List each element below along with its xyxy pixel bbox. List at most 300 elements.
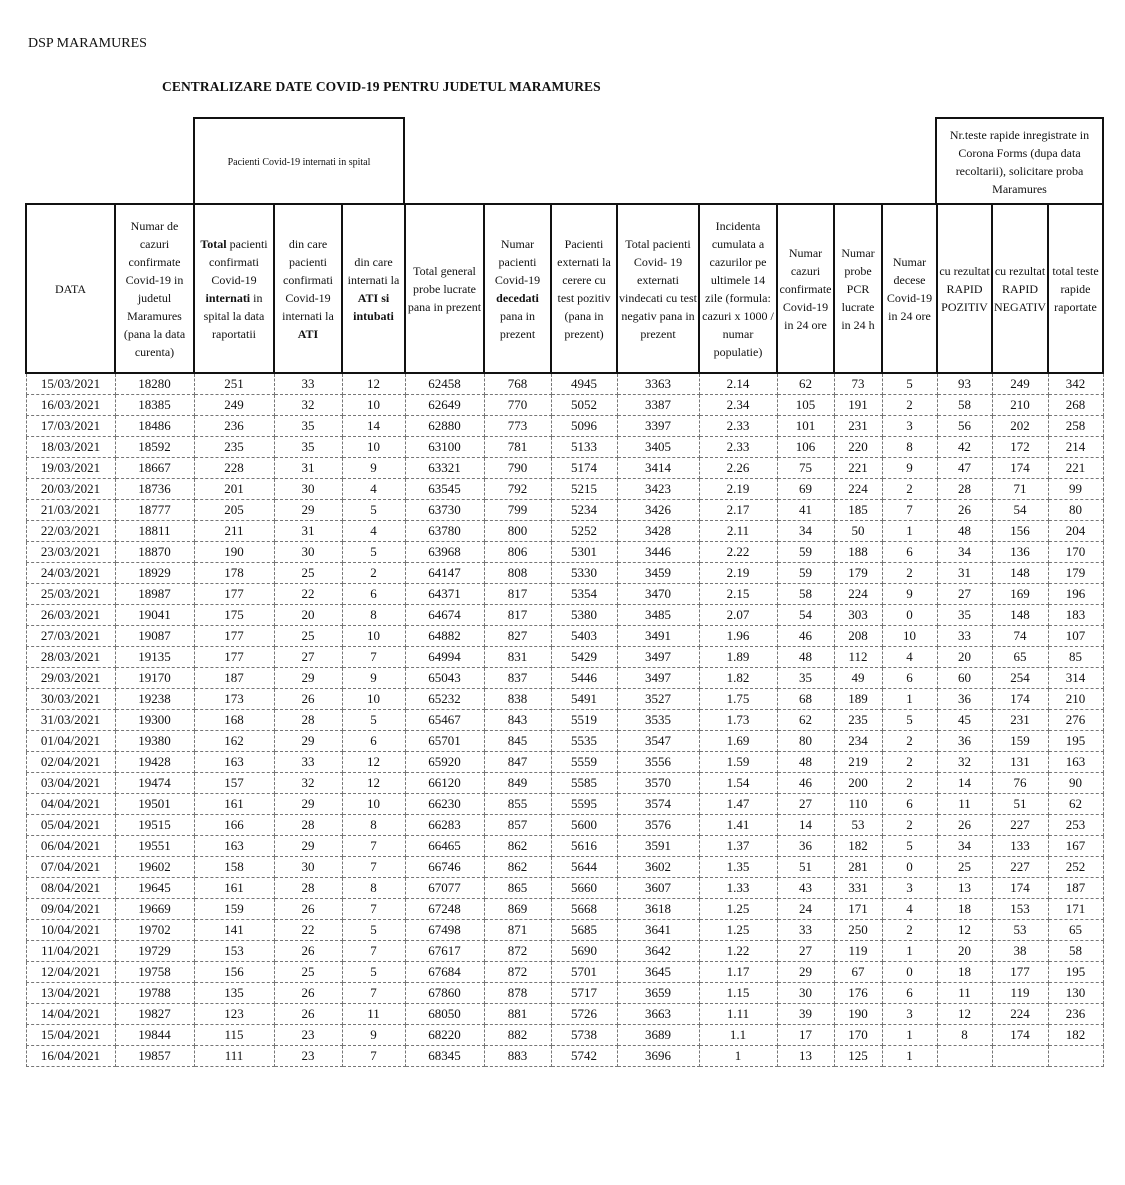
value-cell: 5660 <box>551 878 617 899</box>
value-cell: 66120 <box>405 773 484 794</box>
date-cell: 09/04/2021 <box>26 899 115 920</box>
value-cell: 47 <box>937 458 992 479</box>
value-cell: 202 <box>992 416 1048 437</box>
value-cell: 75 <box>777 458 834 479</box>
value-cell: 63730 <box>405 500 484 521</box>
value-cell: 29 <box>274 731 342 752</box>
value-cell: 62 <box>777 710 834 731</box>
table-row <box>26 437 1103 458</box>
value-cell: 872 <box>484 962 551 983</box>
value-cell: 1.59 <box>699 752 777 773</box>
value-cell: 869 <box>484 899 551 920</box>
value-cell: 5600 <box>551 815 617 836</box>
value-cell: 65 <box>1048 920 1103 941</box>
value-cell: 65701 <box>405 731 484 752</box>
value-cell: 1.96 <box>699 626 777 647</box>
value-cell: 8 <box>342 815 405 836</box>
value-cell: 5 <box>882 373 937 395</box>
value-cell: 2.17 <box>699 500 777 521</box>
value-cell: 36 <box>777 836 834 857</box>
table-row <box>26 1046 1103 1067</box>
value-cell: 48 <box>777 752 834 773</box>
value-cell: 35 <box>937 605 992 626</box>
column-header <box>551 204 617 373</box>
value-cell: 5 <box>342 920 405 941</box>
value-cell: 6 <box>882 542 937 563</box>
value-cell: 19087 <box>115 626 194 647</box>
value-cell: 827 <box>484 626 551 647</box>
table-row <box>26 458 1103 479</box>
value-cell: 2.07 <box>699 605 777 626</box>
value-cell: 158 <box>194 857 274 878</box>
value-cell: 837 <box>484 668 551 689</box>
value-cell: 19551 <box>115 836 194 857</box>
value-cell: 19135 <box>115 647 194 668</box>
value-cell: 161 <box>194 878 274 899</box>
value-cell: 1.15 <box>699 983 777 1004</box>
table-row <box>26 815 1103 836</box>
value-cell: 3485 <box>617 605 699 626</box>
value-cell: 5429 <box>551 647 617 668</box>
value-cell: 2.22 <box>699 542 777 563</box>
table-row <box>26 479 1103 500</box>
table-row <box>26 373 1103 395</box>
value-cell: 174 <box>992 689 1048 710</box>
value-cell: 31 <box>274 521 342 542</box>
value-cell: 3497 <box>617 668 699 689</box>
value-cell: 67248 <box>405 899 484 920</box>
value-cell: 18987 <box>115 584 194 605</box>
value-cell: 12 <box>937 920 992 941</box>
value-cell: 177 <box>992 962 1048 983</box>
value-cell: 63100 <box>405 437 484 458</box>
value-cell: 219 <box>834 752 882 773</box>
date-cell: 28/03/2021 <box>26 647 115 668</box>
value-cell: 188 <box>834 542 882 563</box>
value-cell: 7 <box>342 857 405 878</box>
value-cell: 51 <box>777 857 834 878</box>
value-cell: 19702 <box>115 920 194 941</box>
value-cell: 4 <box>882 899 937 920</box>
column-header-text: ATI si intubati <box>353 290 394 323</box>
value-cell: 65 <box>992 647 1048 668</box>
column-header-text: internati <box>205 290 251 305</box>
value-cell: 18777 <box>115 500 194 521</box>
column-header <box>992 204 1048 373</box>
value-cell: 249 <box>194 395 274 416</box>
value-cell: 49 <box>834 668 882 689</box>
value-cell: 268 <box>1048 395 1103 416</box>
value-cell: 68050 <box>405 1004 484 1025</box>
table-row <box>26 941 1103 962</box>
value-cell: 182 <box>834 836 882 857</box>
value-cell: 2.26 <box>699 458 777 479</box>
value-cell: 19041 <box>115 605 194 626</box>
value-cell: 871 <box>484 920 551 941</box>
value-cell: 331 <box>834 878 882 899</box>
value-cell: 27 <box>937 584 992 605</box>
value-cell: 19515 <box>115 815 194 836</box>
value-cell: 68345 <box>405 1046 484 1067</box>
value-cell: 26 <box>274 899 342 920</box>
value-cell: 5 <box>342 710 405 731</box>
organization-name: DSP MARAMURES <box>28 36 147 51</box>
value-cell: 8 <box>882 437 937 458</box>
value-cell: 130 <box>1048 983 1103 1004</box>
column-header-text: Total general probe lucrate pana in prezent <box>407 263 482 314</box>
column-header-text: din care internati la <box>347 254 400 287</box>
value-cell: 19857 <box>115 1046 194 1067</box>
column-header <box>194 204 274 373</box>
value-cell: 17 <box>777 1025 834 1046</box>
value-cell: 19170 <box>115 668 194 689</box>
value-cell: 224 <box>834 584 882 605</box>
value-cell: 5174 <box>551 458 617 479</box>
value-cell: 10 <box>882 626 937 647</box>
value-cell: 182 <box>1048 1025 1103 1046</box>
value-cell: 62 <box>1048 794 1103 815</box>
table-header-row <box>26 204 1103 373</box>
value-cell: 33 <box>274 373 342 395</box>
table-row <box>26 626 1103 647</box>
value-cell: 18 <box>937 962 992 983</box>
value-cell: 5252 <box>551 521 617 542</box>
table-row <box>26 647 1103 668</box>
value-cell: 1.22 <box>699 941 777 962</box>
value-cell: 18929 <box>115 563 194 584</box>
value-cell: 90 <box>1048 773 1103 794</box>
value-cell: 2 <box>342 563 405 584</box>
value-cell: 3426 <box>617 500 699 521</box>
value-cell: 1.17 <box>699 962 777 983</box>
value-cell: 190 <box>194 542 274 563</box>
value-cell: 28 <box>274 710 342 731</box>
value-cell: 67077 <box>405 878 484 899</box>
value-cell: 54 <box>777 605 834 626</box>
value-cell: 5215 <box>551 479 617 500</box>
value-cell: 2 <box>882 773 937 794</box>
value-cell: 5701 <box>551 962 617 983</box>
date-cell: 01/04/2021 <box>26 731 115 752</box>
value-cell: 20 <box>937 647 992 668</box>
value-cell: 3 <box>882 1004 937 1025</box>
value-cell: 62880 <box>405 416 484 437</box>
covid-data-table <box>25 203 1104 1067</box>
value-cell: 65232 <box>405 689 484 710</box>
value-cell: 1.37 <box>699 836 777 857</box>
value-cell: 67617 <box>405 941 484 962</box>
value-cell: 4 <box>882 647 937 668</box>
value-cell: 19380 <box>115 731 194 752</box>
value-cell: 2.19 <box>699 479 777 500</box>
column-header <box>937 204 992 373</box>
value-cell: 1.1 <box>699 1025 777 1046</box>
value-cell: 7 <box>342 1046 405 1067</box>
date-cell: 16/03/2021 <box>26 395 115 416</box>
value-cell: 12 <box>342 373 405 395</box>
value-cell: 119 <box>834 941 882 962</box>
value-cell: 224 <box>992 1004 1048 1025</box>
value-cell: 872 <box>484 941 551 962</box>
column-header <box>484 204 551 373</box>
value-cell: 51 <box>992 794 1048 815</box>
value-cell: 253 <box>1048 815 1103 836</box>
value-cell: 2 <box>882 815 937 836</box>
value-cell: 3574 <box>617 794 699 815</box>
table-row <box>26 605 1103 626</box>
value-cell: 800 <box>484 521 551 542</box>
value-cell: 25 <box>274 626 342 647</box>
column-header-text: din care pacienti confirmati Covid-19 internati la <box>282 236 334 323</box>
value-cell: 12 <box>342 773 405 794</box>
value-cell: 43 <box>777 878 834 899</box>
value-cell: 3696 <box>617 1046 699 1067</box>
value-cell: 8 <box>937 1025 992 1046</box>
value-cell: 41 <box>777 500 834 521</box>
value-cell: 18811 <box>115 521 194 542</box>
date-cell: 17/03/2021 <box>26 416 115 437</box>
value-cell: 3576 <box>617 815 699 836</box>
column-header-text: Numar probe PCR lucrate in 24 h <box>841 245 875 332</box>
value-cell: 790 <box>484 458 551 479</box>
value-cell: 18870 <box>115 542 194 563</box>
value-cell: 85 <box>1048 647 1103 668</box>
value-cell: 3423 <box>617 479 699 500</box>
value-cell: 66283 <box>405 815 484 836</box>
date-cell: 18/03/2021 <box>26 437 115 458</box>
value-cell: 19645 <box>115 878 194 899</box>
value-cell: 342 <box>1048 373 1103 395</box>
value-cell: 3 <box>882 878 937 899</box>
value-cell: 200 <box>834 773 882 794</box>
value-cell: 231 <box>834 416 882 437</box>
value-cell: 35 <box>274 437 342 458</box>
value-cell: 2.33 <box>699 416 777 437</box>
value-cell: 93 <box>937 373 992 395</box>
value-cell: 9 <box>342 668 405 689</box>
value-cell: 2 <box>882 563 937 584</box>
value-cell: 123 <box>194 1004 274 1025</box>
table-row <box>26 668 1103 689</box>
value-cell: 1.54 <box>699 773 777 794</box>
value-cell: 177 <box>194 647 274 668</box>
value-cell: 3607 <box>617 878 699 899</box>
column-header-text: decedati <box>496 290 539 305</box>
value-cell: 175 <box>194 605 274 626</box>
value-cell: 133 <box>992 836 1048 857</box>
date-cell: 22/03/2021 <box>26 521 115 542</box>
value-cell: 59 <box>777 563 834 584</box>
value-cell: 7 <box>342 836 405 857</box>
value-cell: 3414 <box>617 458 699 479</box>
value-cell: 1.69 <box>699 731 777 752</box>
value-cell: 187 <box>194 668 274 689</box>
value-cell: 63780 <box>405 521 484 542</box>
value-cell: 1.35 <box>699 857 777 878</box>
value-cell: 2.14 <box>699 373 777 395</box>
value-cell: 68220 <box>405 1025 484 1046</box>
value-cell: 3602 <box>617 857 699 878</box>
value-cell: 32 <box>937 752 992 773</box>
value-cell: 2.33 <box>699 437 777 458</box>
column-header-text: total teste rapide raportate <box>1052 263 1099 314</box>
column-header-text: pana in prezent <box>499 308 536 341</box>
value-cell: 7 <box>342 899 405 920</box>
value-cell: 25 <box>274 962 342 983</box>
table-row <box>26 983 1103 1004</box>
value-cell: 31 <box>937 563 992 584</box>
value-cell: 196 <box>1048 584 1103 605</box>
table-row <box>26 416 1103 437</box>
value-cell: 5301 <box>551 542 617 563</box>
value-cell: 7 <box>342 983 405 1004</box>
date-cell: 19/03/2021 <box>26 458 115 479</box>
column-header <box>405 204 484 373</box>
value-cell: 23 <box>274 1025 342 1046</box>
value-cell: 33 <box>777 920 834 941</box>
value-cell: 5354 <box>551 584 617 605</box>
value-cell: 178 <box>194 563 274 584</box>
value-cell: 2.15 <box>699 584 777 605</box>
value-cell: 6 <box>342 731 405 752</box>
value-cell: 5535 <box>551 731 617 752</box>
value-cell: 5403 <box>551 626 617 647</box>
value-cell: 39 <box>777 1004 834 1025</box>
value-cell: 170 <box>1048 542 1103 563</box>
value-cell: 205 <box>194 500 274 521</box>
value-cell: 67860 <box>405 983 484 1004</box>
value-cell: 3363 <box>617 373 699 395</box>
value-cell: 169 <box>992 584 1048 605</box>
date-cell: 31/03/2021 <box>26 710 115 731</box>
value-cell: 48 <box>937 521 992 542</box>
value-cell: 770 <box>484 395 551 416</box>
value-cell: 235 <box>194 437 274 458</box>
value-cell: 5559 <box>551 752 617 773</box>
value-cell: 849 <box>484 773 551 794</box>
value-cell: 66465 <box>405 836 484 857</box>
value-cell: 174 <box>992 458 1048 479</box>
column-header <box>617 204 699 373</box>
value-cell: 30 <box>777 983 834 1004</box>
value-cell: 5 <box>882 710 937 731</box>
date-cell: 20/03/2021 <box>26 479 115 500</box>
value-cell: 855 <box>484 794 551 815</box>
value-cell: 3659 <box>617 983 699 1004</box>
value-cell: 3446 <box>617 542 699 563</box>
column-header <box>699 204 777 373</box>
date-cell: 03/04/2021 <box>26 773 115 794</box>
value-cell: 195 <box>1048 731 1103 752</box>
document-title: CENTRALIZARE DATE COVID-19 PENTRU JUDETUL MARAMURES <box>162 79 601 94</box>
value-cell: 34 <box>937 836 992 857</box>
value-cell: 161 <box>194 794 274 815</box>
value-cell: 5096 <box>551 416 617 437</box>
value-cell: 62 <box>777 373 834 395</box>
value-cell: 5133 <box>551 437 617 458</box>
date-cell: 21/03/2021 <box>26 500 115 521</box>
table-body <box>26 373 1103 1067</box>
value-cell: 5 <box>342 500 405 521</box>
value-cell: 2 <box>882 752 937 773</box>
value-cell: 236 <box>1048 1004 1103 1025</box>
value-cell: 30 <box>274 479 342 500</box>
value-cell: 2.19 <box>699 563 777 584</box>
column-header <box>26 204 115 373</box>
value-cell: 71 <box>992 479 1048 500</box>
column-header <box>834 204 882 373</box>
value-cell: 19758 <box>115 962 194 983</box>
value-cell: 163 <box>194 752 274 773</box>
value-cell: 27 <box>777 794 834 815</box>
value-cell: 177 <box>194 584 274 605</box>
date-cell: 23/03/2021 <box>26 542 115 563</box>
value-cell: 50 <box>834 521 882 542</box>
value-cell: 847 <box>484 752 551 773</box>
value-cell: 235 <box>834 710 882 731</box>
value-cell: 3459 <box>617 563 699 584</box>
value-cell: 80 <box>777 731 834 752</box>
value-cell: 195 <box>1048 962 1103 983</box>
value-cell: 6 <box>342 584 405 605</box>
value-cell: 19844 <box>115 1025 194 1046</box>
value-cell: 157 <box>194 773 274 794</box>
value-cell: 9 <box>342 458 405 479</box>
value-cell: 34 <box>777 521 834 542</box>
value-cell <box>1048 1046 1103 1067</box>
value-cell: 9 <box>342 1025 405 1046</box>
value-cell: 25 <box>274 563 342 584</box>
value-cell: 3689 <box>617 1025 699 1046</box>
value-cell: 1 <box>882 521 937 542</box>
value-cell: 3397 <box>617 416 699 437</box>
value-cell: 8 <box>342 878 405 899</box>
value-cell: 281 <box>834 857 882 878</box>
value-cell: 163 <box>194 836 274 857</box>
value-cell: 19827 <box>115 1004 194 1025</box>
column-header <box>274 204 342 373</box>
value-cell: 3535 <box>617 710 699 731</box>
value-cell: 303 <box>834 605 882 626</box>
value-cell: 231 <box>992 710 1048 731</box>
value-cell: 189 <box>834 689 882 710</box>
value-cell: 210 <box>1048 689 1103 710</box>
value-cell: 7 <box>342 941 405 962</box>
value-cell: 148 <box>992 563 1048 584</box>
value-cell: 5 <box>342 962 405 983</box>
value-cell: 125 <box>834 1046 882 1067</box>
value-cell: 1 <box>882 1046 937 1067</box>
table-row <box>26 878 1103 899</box>
value-cell: 153 <box>194 941 274 962</box>
value-cell: 250 <box>834 920 882 941</box>
value-cell: 141 <box>194 920 274 941</box>
value-cell: 19474 <box>115 773 194 794</box>
value-cell: 11 <box>937 983 992 1004</box>
value-cell: 19602 <box>115 857 194 878</box>
value-cell: 63968 <box>405 542 484 563</box>
value-cell: 99 <box>1048 479 1103 500</box>
value-cell: 5330 <box>551 563 617 584</box>
value-cell: 36 <box>937 731 992 752</box>
date-cell: 27/03/2021 <box>26 626 115 647</box>
value-cell: 12 <box>342 752 405 773</box>
value-cell: 65920 <box>405 752 484 773</box>
value-cell: 1 <box>882 941 937 962</box>
value-cell: 5595 <box>551 794 617 815</box>
value-cell: 1 <box>699 1046 777 1067</box>
value-cell: 5 <box>882 836 937 857</box>
